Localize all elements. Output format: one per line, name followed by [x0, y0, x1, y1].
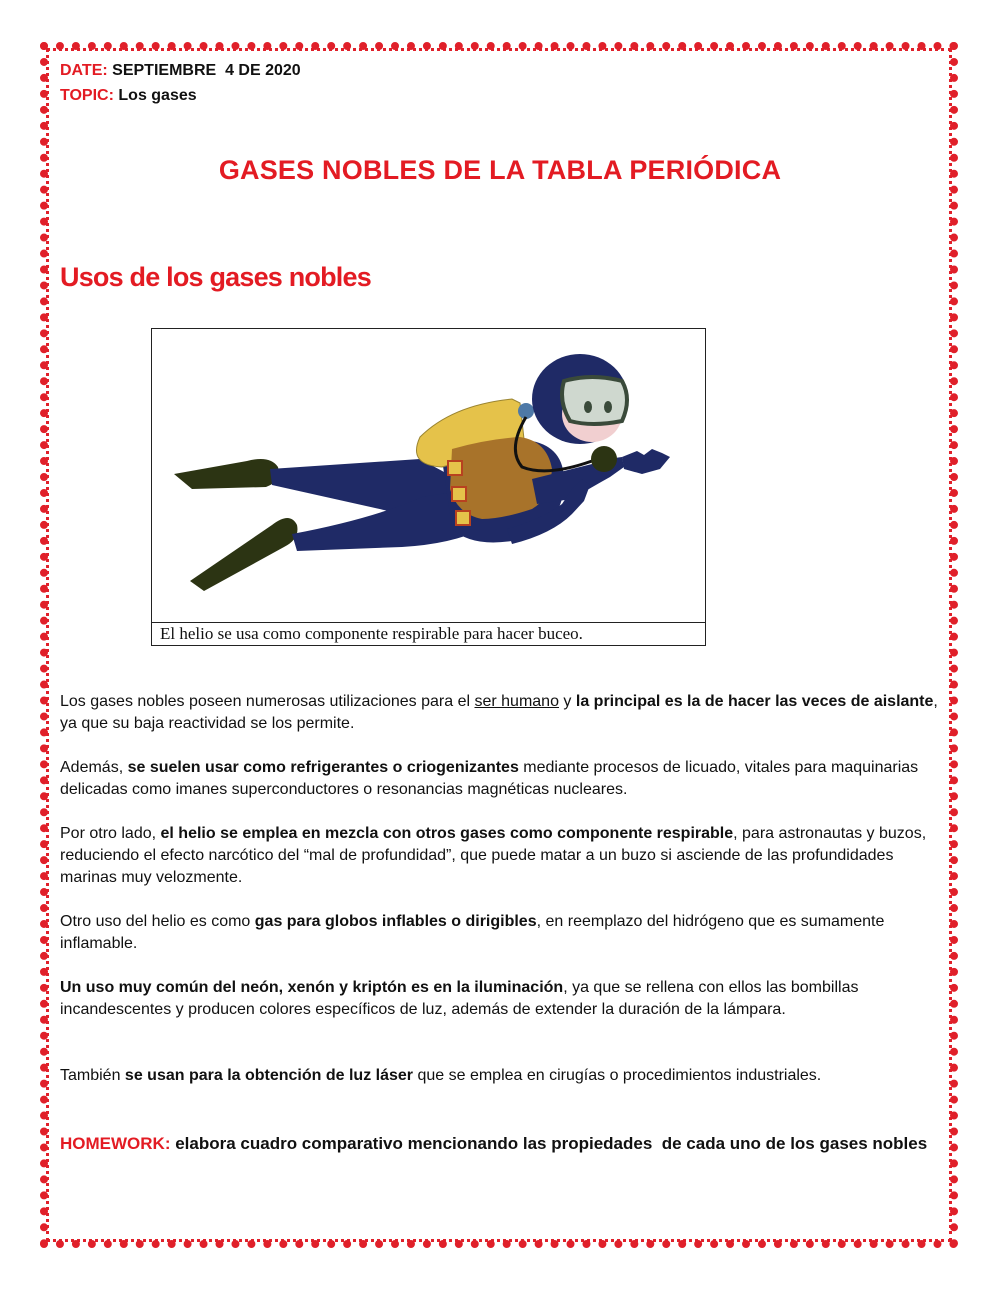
topic-label: TOPIC: — [60, 87, 114, 104]
belt-buckle-3 — [456, 511, 470, 525]
p4-bold: gas para globos inflables o dirigibles — [254, 913, 537, 930]
p5-text-b: , ya que se rellena con ellos las bombillas incandescentes y producen colores específicos de luz, además de extender la duración de la lámpara. — [60, 979, 859, 1018]
figure-caption: El helio se usa como componente respirable para hacer buceo. — [152, 622, 705, 645]
topic-value: Los gases — [118, 87, 197, 104]
fin-upper — [174, 459, 279, 489]
topic-line — [60, 86, 197, 106]
regulator-mouthpiece — [591, 446, 617, 472]
paragraph-balloons — [60, 911, 940, 955]
paragraph-laser — [60, 1065, 940, 1087]
p5-bold: Un uso muy común del neón, xenón y kriptón es en la iluminación — [60, 979, 564, 996]
diver-hand-upper — [622, 449, 670, 474]
p1-text-c: , ya que su baja reactividad se los permite. — [60, 693, 938, 732]
paragraph-lighting — [60, 977, 940, 1021]
p4-text-a: Otro uso del helio es como — [60, 913, 255, 930]
date-value: SEPTIEMBRE 4 DE 2020 — [112, 62, 301, 79]
belt-buckle-1 — [448, 461, 462, 475]
section-heading: Usos de los gases nobles — [60, 262, 371, 292]
p3-text-b: , para astronautas y buzos, reduciendo el efecto narcótico del “mal de profundidad”, que puede matar a un buzo si asciende de las profundidades marinas muy velozmente. — [60, 825, 927, 886]
homework-label: HOMEWORK: — [60, 1134, 171, 1153]
scuba-diver-icon — [152, 329, 705, 622]
homework-block — [60, 1132, 940, 1155]
belt-buckle-2 — [452, 487, 466, 501]
paragraph-breathing — [60, 823, 940, 889]
diver-eye-right — [604, 401, 612, 413]
p6-text-b: que se emplea en cirugías o procedimientos industriales. — [413, 1067, 822, 1084]
ser-humano-link[interactable]: ser humano — [474, 693, 559, 710]
date-line — [60, 61, 301, 81]
homework-text: elabora cuadro comparativo mencionando las propiedades de cada uno de los gases nobles — [170, 1134, 928, 1153]
p2-bold: se suelen usar como refrigerantes o criogenizantes — [127, 759, 519, 776]
dive-mask — [562, 377, 627, 424]
p1-text-a: Los gases nobles poseen numerosas utilizaciones para el — [60, 693, 475, 710]
p3-bold: el helio se emplea en mezcla con otros gases como componente respirable — [160, 825, 734, 842]
p4-text-b: , en reemplazo del hidrógeno que es sumamente inflamable. — [60, 913, 885, 952]
p2-text-b: mediante procesos de licuado, vitales para maquinarias delicadas como imanes superconductores o resonancias magnéticas nucleares. — [60, 759, 919, 798]
paragraph-refrigerants — [60, 757, 940, 801]
p6-bold: se usan para la obtención de luz láser — [124, 1067, 414, 1084]
p1-bold: la principal es la de hacer las veces de aislante — [575, 693, 934, 710]
p3-text-a: Por otro lado, — [60, 825, 161, 842]
p6-text-a: También — [60, 1067, 125, 1084]
p2-text-a: Además, — [60, 759, 128, 776]
p1-text-b: y — [558, 693, 576, 710]
diver-figure — [151, 328, 706, 646]
diver-eye-left — [584, 401, 592, 413]
fin-lower — [190, 518, 297, 591]
page-title: GASES NOBLES DE LA TABLA PERIÓDICA — [218, 155, 782, 185]
paragraph-insulation — [60, 691, 940, 735]
tank-valve — [518, 403, 534, 419]
date-label: DATE: — [60, 62, 108, 79]
